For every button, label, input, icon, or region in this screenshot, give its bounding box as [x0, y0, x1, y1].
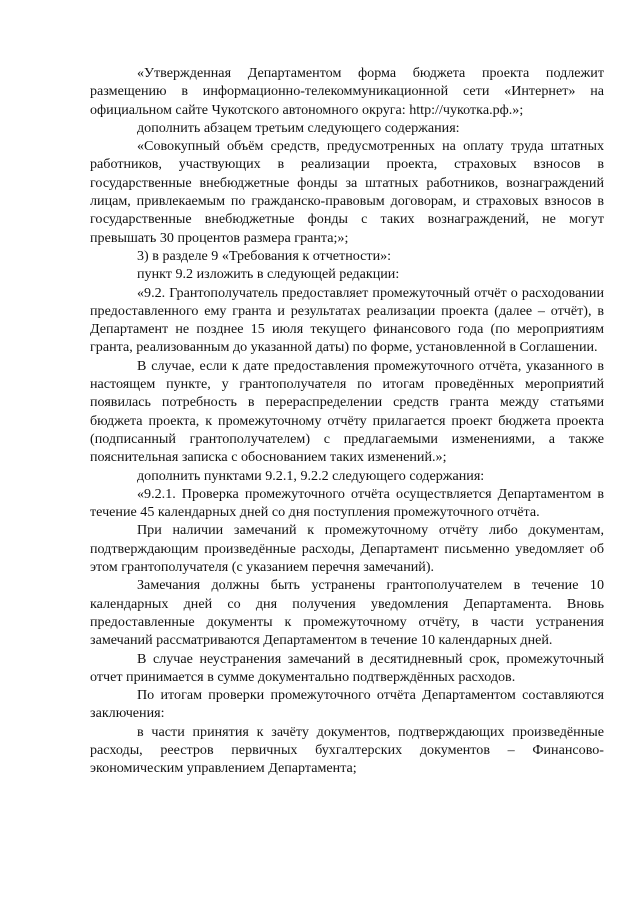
paragraph-add-third-subparagraph: дополнить абзацем третьим следующего содержания:: [137, 119, 460, 136]
paragraph-non-elimination: В случае неустранения замечаний в десятидневный срок, промежуточный отчет принимается в сумме документально подтверждённых расходов.: [90, 650, 604, 685]
paragraph-section-9-reporting: 3) в разделе 9 «Требования к отчетности»:: [137, 247, 392, 264]
paragraph-total-labor-costs: «Совокупный объём средств, предусмотренных на оплату труда штатных работников, участвующих в реализации проекта, страховых взносов в государственные внебюджетные фонды за штатных работников, вознаграждений лицам, привлекаемым по гражданско-правовым договорам, и страховых взносов в государственные внебюджетные фонды с таких вознаграждений, не могут превышать 30 процентов размера гранта;»;: [90, 138, 604, 246]
paragraph-item-9-2-wording: пункт 9.2 изложить в следующей редакции:: [137, 266, 400, 283]
paragraph-item-9-2: «9.2. Грантополучатель предоставляет промежуточный отчёт о расходовании предоставленного ему гранта и результатах реализации проекта (далее – отчёт), в Департамент не позднее 15 июля текущего финансового года (по мероприятиям гранта, реализованным до указанной даты) по форме, установленной в Соглашении.: [90, 284, 604, 356]
paragraph-conclusions: По итогам проверки промежуточного отчёта Департаментом составляются заключения:: [90, 687, 604, 722]
paragraph-add-items-9-2-1-9-2-2: дополнить пунктами 9.2.1, 9.2.2 следующего содержания:: [137, 467, 485, 484]
paragraph-budget-redistribution: В случае, если к дате предоставления промежуточного отчёта, указанного в настоящем пункте, у грантополучателя по итогам проведённых мероприятий появилась потребность в перераспределении средств гранта между статьями бюджета проекта, к промежуточному отчёту прилагается проект бюджета проекта (подписанный грантополучателем) с предлагаемыми изменениями, а также пояснительная записка с обоснованием таких изменений.»;: [90, 357, 604, 466]
paragraph-remarks-elimination: Замечания должны быть устранены грантополучателем в течение 10 календарных дней со дня получения уведомления Департамента. Вновь предоставленные документы к промежуточному отчёту, в части устранения замечаний рассматриваются Департаментом в течение 10 календарных дней.: [90, 577, 604, 649]
paragraph-form-placement: «Утвержденная Департаментом форма бюджета проекта подлежит размещению в информационно-телекоммуникационной сети «Интернет» на официальном сайте Чукотского автономного округа: http://чукотка.рф.»;: [90, 65, 604, 118]
paragraph-item-9-2-1: «9.2.1. Проверка промежуточного отчёта осуществляется Департаментом в течение 45 календарных дней со дня поступления промежуточного отчёта.: [90, 485, 604, 521]
paragraph-remarks-notification: При наличии замечаний к промежуточному отчёту либо документам, подтверждающим произведённые расходы, Департамент письменно уведомляет об этом грантополучателя (с указанием перечня замечаний).: [90, 522, 604, 576]
document-page: [90, 64, 604, 778]
paragraph-acceptance-part: в части принятия к зачёту документов, подтверждающих произведённые расходы, реестров первичных бухгалтерских документов – Финансово-экономическим управлением Департамента;: [90, 723, 604, 777]
